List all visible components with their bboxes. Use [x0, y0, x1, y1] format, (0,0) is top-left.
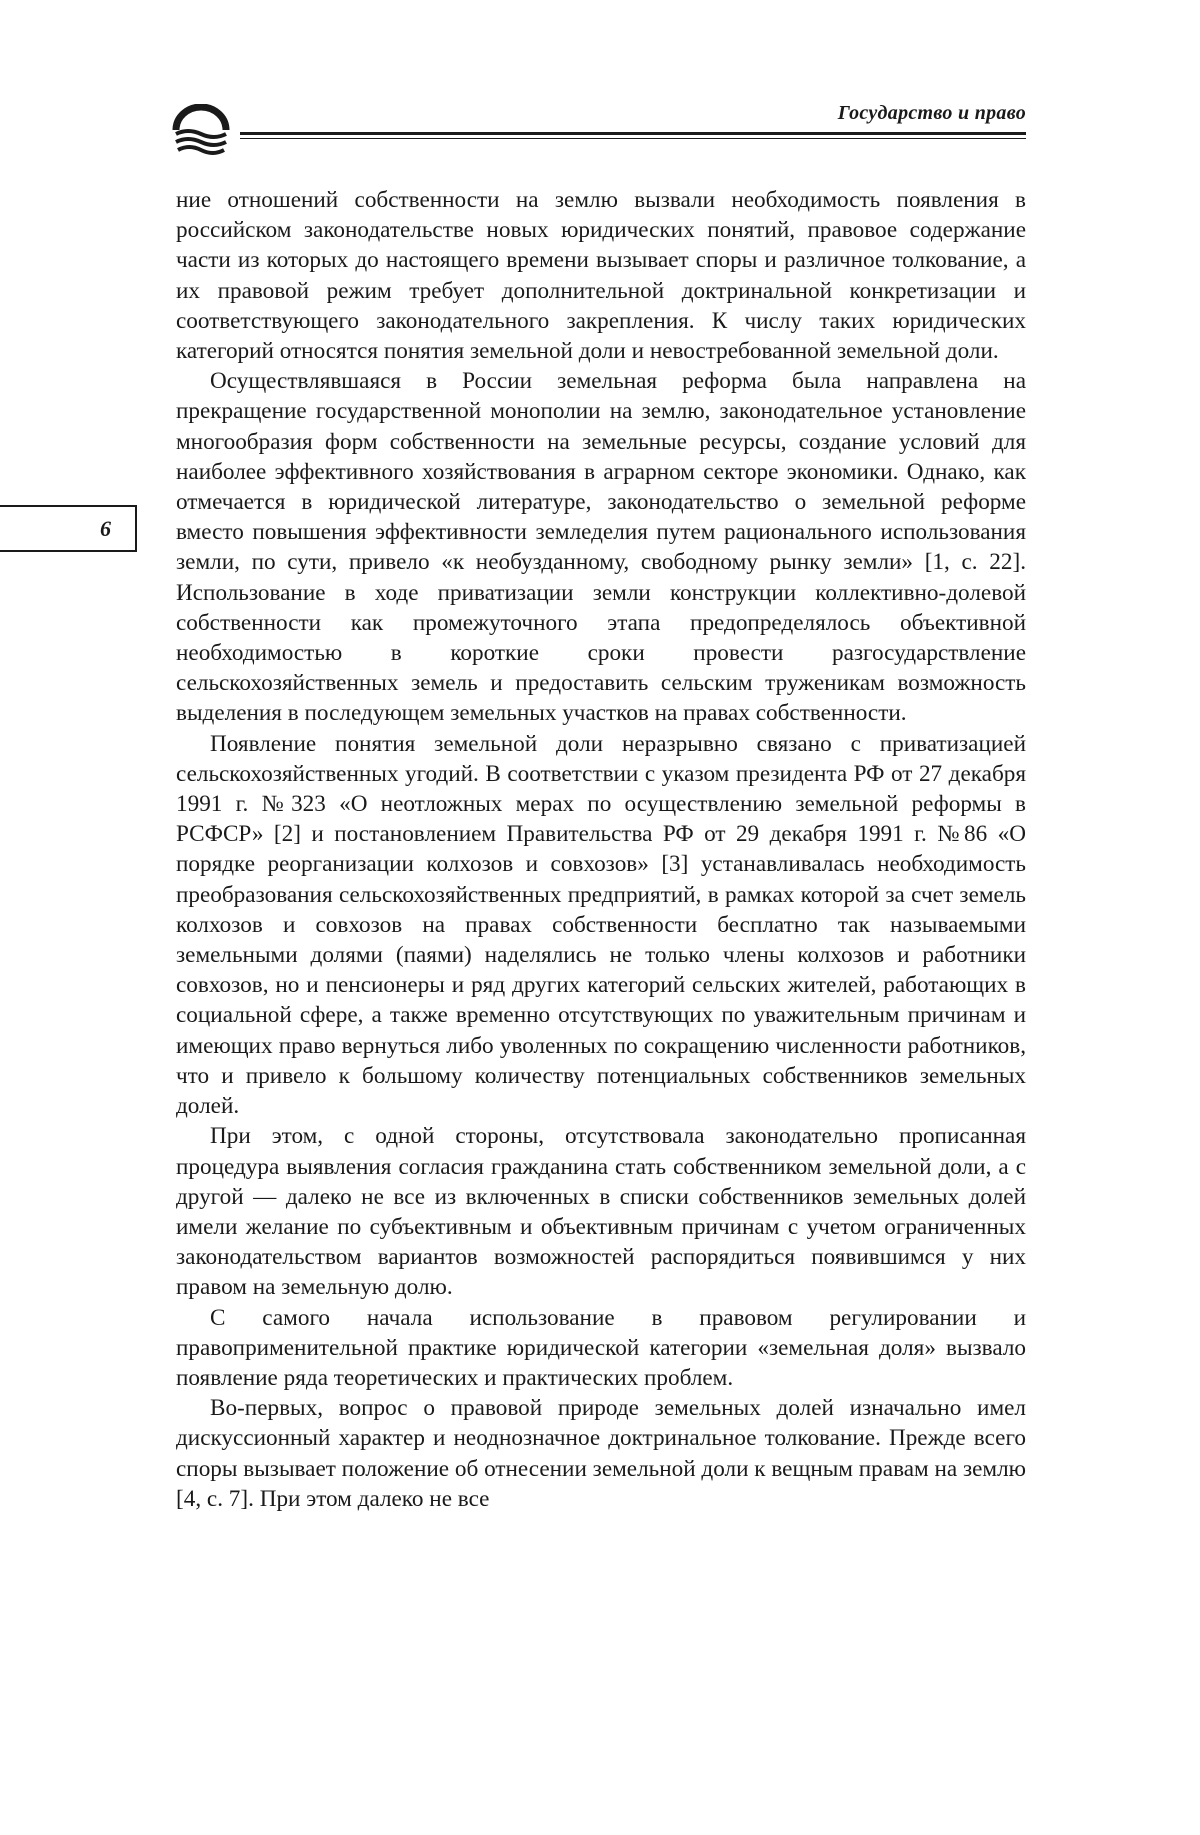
- running-header: [170, 96, 1026, 156]
- journal-logo-icon: [170, 104, 232, 156]
- paragraph-3: Появление понятия земельной доли неразрывно связано с приватизацией сельскохозяйственных угодий. В соответствии с указом президента РФ от 27 декабря 1991 г. №323 «О неотложных мерах по осуществлению земельной реформы в РСФСР» [2] и постановлением Правительства РФ от 29 декабря 1991 г. №86 «О порядке реорганизации колхозов и совхозов» [3] устанавливалась необходимость преобразования сельскохозяйственных предприятий, в рамках которой за счет земель колхозов и совхозов на правах собственности бесплатно так называемыми земельными долями (паями) наделялись не только члены колхозов и работники совхозов, но и пенсионеры и ряд других категорий сельских жителей, работающих в социальной сфере, а также временно отсутствующих по уважительным причинам и имеющих право вернуться либо уволенных по сокращению численности работников, что и привело к большому количеству потенциальных собственников земельных долей.: [176, 730, 1026, 1120]
- paragraph-2: Осуществлявшаяся в России земельная реформа была направлена на прекращение государственной монополии на землю, законодательное установление многообразия форм собственности на земельные ресурсы, создание условий для наиболее эффективного хозяйствования в аграрном секторе экономики. Однако, как отмечается в юридической литературе, законодательство о земельной реформе вместо повышения эффективности земледелия путем рационального использования земли, по сути, привело «к необузданному, свободному рынку земли» [1, с. 22]. Использование в ходе приватизации земли конструкции коллективно-долевой собственности как промежуточного этапа предопределялось объективной необходимостью в короткие сроки провести разгосударствление сельскохозяйственных земель и предоставить сельским труженикам возможность выделения в последующем земельных участков на правах собственности.: [176, 368, 1026, 727]
- header-rule-thick: [240, 132, 1026, 135]
- page-number: 6: [0, 505, 137, 552]
- article-body: [176, 185, 1026, 1514]
- paragraph-5: С самого начала использование в правовом регулировании и правоприменительной практике юридической категории «земельная доля» вызвало появление ряда теоретических и практических проблем.: [176, 1304, 1026, 1391]
- paragraph-1: ние отношений собственности на землю вызвали необходимость появления в российском законодательстве новых юридических понятий, правовое содержание части из которых до настоящего времени вызывает споры и различное толкование, а их правовой режим требует дополнительной доктринальной конкретизации и соответствующего законодательного закрепления. К числу таких юридических категорий относятся понятия земельной доли и невостребованной земельной доли.: [176, 187, 1026, 365]
- header-rule-thin: [240, 138, 1026, 139]
- paragraph-4: При этом, с одной стороны, отсутствовала законодательно прописанная процедура выявления согласия гражданина стать собственником земельной доли, а с другой — далеко не все из включенных в списки собственников земельных долей имели желание по субъективным и объективным причинам с учетом ограниченных законодательством вариантов возможностей распорядиться появившимся у них правом на земельную долю.: [176, 1123, 1026, 1301]
- journal-title: Государство и право: [837, 102, 1026, 124]
- paragraph-6: Во-первых, вопрос о правовой природе земельных долей изначально имел дискуссионный характер и неоднозначное доктринальное толкование. Прежде всего споры вызывает положение об отнесении земельной доли к вещным правам на землю [4, с. 7]. При этом далеко не все: [176, 1395, 1026, 1512]
